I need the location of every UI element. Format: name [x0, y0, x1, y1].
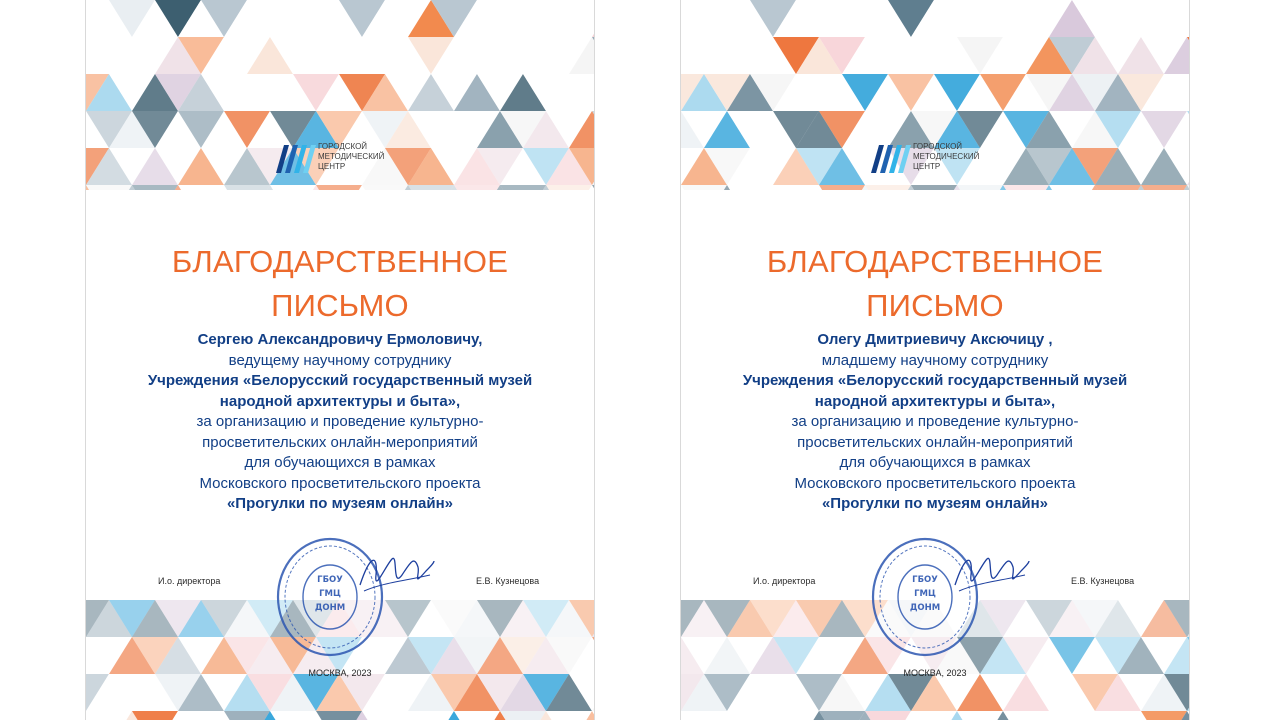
recipient-name: Олегу Дмитриевичу Аксючицу , [817, 331, 1053, 348]
logo-mark-icon [276, 139, 316, 175]
pattern-triangle [1003, 711, 1049, 720]
reason-line: для обучающихся в рамках [839, 454, 1031, 471]
pattern-triangle [1049, 711, 1095, 720]
pattern-triangle [819, 185, 865, 190]
signer-title: И.о. директора [753, 576, 816, 586]
pattern-triangle [454, 711, 500, 720]
logo-line: ГОРОДСКОЙ [913, 142, 963, 151]
stamp-text: ДОНМ [314, 603, 346, 613]
pattern-triangle [773, 185, 819, 190]
logo-text [913, 142, 1013, 172]
logo-line: МЕТОДИЧЕСКИЙ [318, 152, 385, 161]
pattern-triangle [1095, 711, 1141, 720]
pattern-triangle [773, 711, 819, 720]
pattern-triangle [316, 185, 362, 190]
pattern-triangle [408, 711, 454, 720]
pattern-triangle [819, 711, 865, 720]
thank-you-letter-1 [86, 0, 594, 720]
logo-line: ЦЕНТР [913, 162, 941, 171]
pattern-triangle [132, 185, 178, 190]
institution-line: народной архитектуры и быта», [814, 392, 1056, 410]
institution-line: народной архитектуры и быта», [219, 392, 461, 410]
reason-line: Московского просветительского проекта [199, 474, 481, 492]
pattern-triangle [86, 185, 132, 190]
city-year: МОСКВА, 2023 [903, 668, 967, 678]
reason-line: для обучающихся в рамках [244, 454, 436, 471]
pattern-triangle [865, 711, 911, 720]
title-line: ПИСЬМО [271, 288, 409, 323]
pattern-triangle [681, 711, 727, 720]
recipient-position: ведущему научному сотруднику [228, 351, 452, 369]
pattern-triangle [957, 185, 1003, 190]
reason-line: за организацию и проведение культурно- [196, 413, 484, 430]
logo-mark-icon [871, 139, 911, 175]
signer-name: Е.В. Кузнецова [1071, 576, 1135, 586]
letter-body [106, 330, 574, 515]
pattern-triangle [86, 711, 132, 720]
reason-line: за организацию и проведение культурно- [791, 413, 1079, 430]
pattern-triangle [316, 711, 362, 720]
city-year: МОСКВА, 2023 [308, 668, 372, 678]
pattern-triangle [1049, 185, 1095, 190]
title-line: ПИСЬМО [866, 288, 1004, 323]
pattern-triangle [178, 711, 224, 720]
recipient-name: Сергею Александровичу Ермоловичу, [197, 331, 483, 348]
logo-line: ГОРОДСКОЙ [318, 142, 368, 151]
pattern-triangle [224, 185, 270, 190]
pattern-triangle [957, 711, 1003, 720]
title-line: БЛАГОДАРСТВЕННОЕ [766, 244, 1104, 279]
reason-line: просветительских онлайн-мероприятий [202, 433, 478, 451]
handwritten-signature [951, 545, 1031, 605]
letter-title [681, 240, 1189, 328]
pattern-triangle [454, 185, 500, 190]
pattern-triangle [911, 711, 957, 720]
project-name: «Прогулки по музеям онлайн» [226, 495, 454, 512]
signer-name: Е.В. Кузнецова [476, 576, 540, 586]
stamp-text: ГБОУ [912, 575, 938, 585]
stamp-text: ГМЦ [914, 589, 936, 599]
thank-you-letter-2 [681, 0, 1189, 720]
pattern-triangle [1141, 185, 1187, 190]
letter-title [86, 240, 594, 328]
pattern-triangle [362, 185, 408, 190]
pattern-triangle [546, 185, 592, 190]
signer-title: И.о. директора [158, 576, 221, 586]
institution-line: Учреждения «Белорусский государственный музей [147, 372, 533, 389]
pattern-triangle [681, 185, 727, 190]
project-name: «Прогулки по музеям онлайн» [821, 495, 1049, 512]
organization-logo [276, 139, 416, 179]
pattern-triangle [362, 711, 408, 720]
handwritten-signature [356, 545, 436, 605]
pattern-triangle [270, 185, 316, 190]
pattern-triangle [178, 185, 224, 190]
pattern-triangle [1141, 711, 1187, 720]
pattern-triangle [270, 711, 316, 720]
logo-text [318, 142, 418, 172]
reason-line: просветительских онлайн-мероприятий [797, 433, 1073, 451]
stamp-text: ДОНМ [909, 603, 941, 613]
recipient-position: младшему научному сотруднику [821, 351, 1049, 369]
stamp-text: ГБОУ [317, 575, 343, 585]
logo-line: ЦЕНТР [318, 162, 346, 171]
logo-line: МЕТОДИЧЕСКИЙ [913, 152, 980, 161]
pattern-triangle [408, 185, 454, 190]
pattern-triangle [1095, 185, 1141, 190]
pattern-triangle [224, 711, 270, 720]
institution-line: Учреждения «Белорусский государственный музей [742, 372, 1128, 389]
pattern-triangle [500, 711, 546, 720]
pattern-triangle [865, 185, 911, 190]
stamp-text: ГМЦ [319, 589, 341, 599]
reason-line: Московского просветительского проекта [794, 474, 1076, 492]
pattern-triangle [1003, 185, 1049, 190]
pattern-triangle [911, 185, 957, 190]
pattern-triangle [132, 711, 178, 720]
pattern-triangle [500, 185, 546, 190]
title-line: БЛАГОДАРСТВЕННОЕ [171, 244, 509, 279]
letter-body [701, 330, 1169, 515]
pattern-triangle [727, 185, 773, 190]
organization-logo [871, 139, 1011, 179]
pattern-triangle [727, 711, 773, 720]
pattern-triangle [546, 711, 592, 720]
